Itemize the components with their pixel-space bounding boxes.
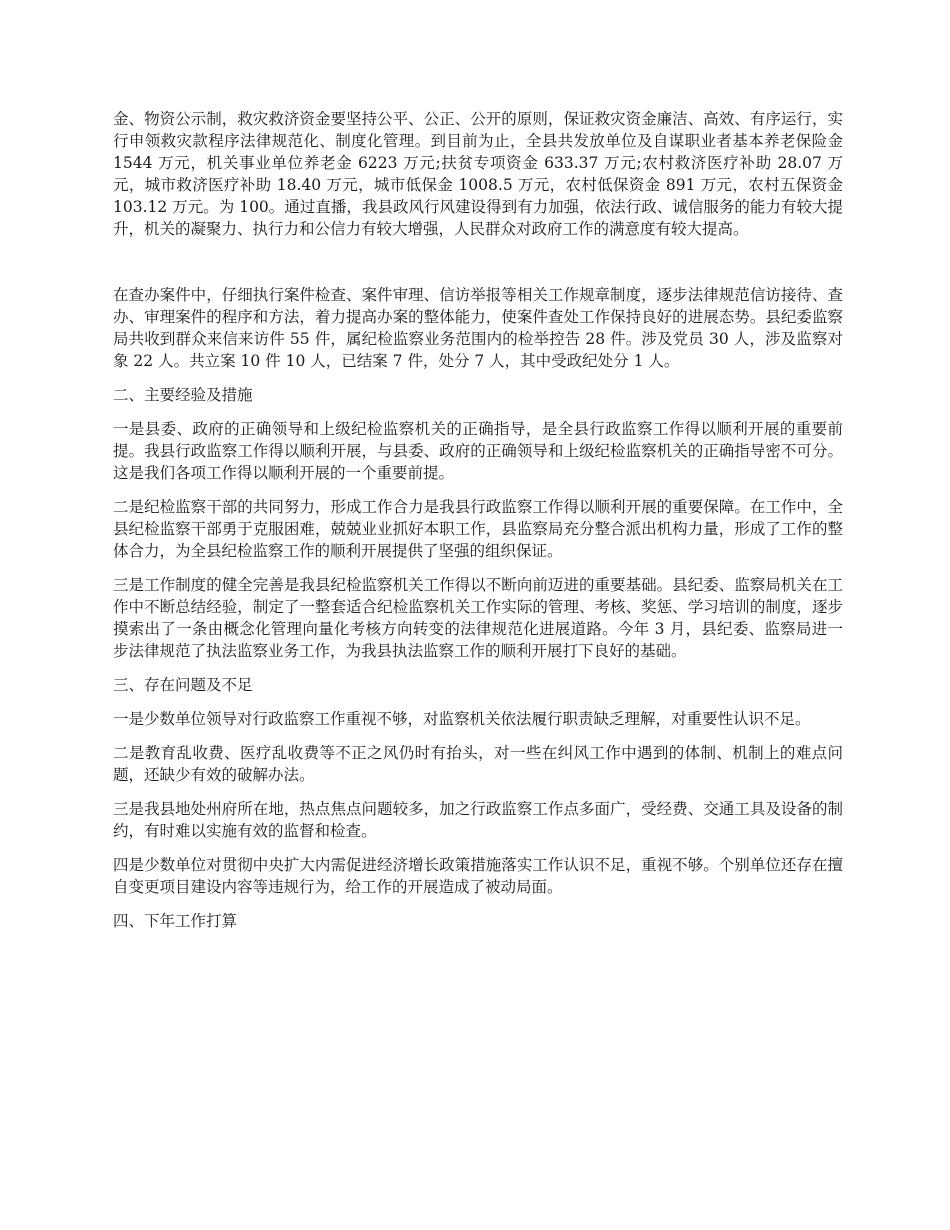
paragraph-problem-4: 四是少数单位对贯彻中央扩大内需促进经济增长政策措施落实工作认识不足，重视不够。个别单位还存在擅自变更项目建设内容等违规行为，给工作的开展造成了被动局面。 bbox=[113, 856, 843, 896]
paragraph-experience-2: 二是纪检监察干部的共同努力，形成工作合力是我县行政监察工作得以顺利开展的重要保障。在工作中，全县纪检监察干部勇于克服困难，兢兢业业抓好本职工作，县监察局充分整合派出机构力量，形成了工作的整体合力，为全县纪检监察工作的顺利开展提供了坚强的组织保证。 bbox=[113, 498, 843, 560]
paragraph-problem-1: 一是少数单位领导对行政监察工作重视不够，对监察机关依法履行职责缺乏理解，对重要性认识不足。 bbox=[113, 710, 811, 728]
paragraph-case-handling: 在查办案件中，仔细执行案件检查、案件审理、信访举报等相关工作规章制度，逐步法律规范信访接待、查办、审理案件的程序和方法，着力提高办案的整体能力，使案件查处工作保持良好的进展态势。县纪委监察局共收到群众来信来访件 55 件，属纪检监察业务范围内的检举控告 28 件。涉及党员 30 人，涉及监察对象 22 人。共立案 10 件 10 人，已结案 7 件，处分 7 人，其中受政纪处分 1 人。 bbox=[113, 286, 843, 370]
section-heading-experience: 二、主要经验及措施 bbox=[113, 386, 253, 404]
paragraph-problem-3: 三是我县地处州府所在地，热点焦点问题较多，加之行政监察工作点多面广，受经费、交通工具及设备的制约，有时难以实施有效的监督和检查。 bbox=[113, 800, 843, 840]
section-heading-problems: 三、存在问题及不足 bbox=[113, 676, 253, 694]
paragraph-relief-funds: 金、物资公示制，救灾救济资金要坚持公平、公正、公开的原则，保证救灾资金廉洁、高效、有序运行，实行申领救灾款程序法律规范化、制度化管理。到目前为止，全县共发放单位及自谋职业者基本养老保险金 1544 万元，机关事业单位养老金 6223 万元;扶贫专项资金 633.37 万元;农村救济医疗补助 28.07 万元，城市救济医疗补助 18.40 万元，城市低保金 1008.5 万元，农村低保资金 891 万元，农村五保资金 103.12 万元。为 100。通过直播，我县政风行风建设得到有力加强，依法行政、诚信服务的能力有较大提升，机关的凝聚力、执行力和公信力有较大增强，人民群众对政府工作的满意度有较大提高。 bbox=[113, 110, 843, 238]
section-heading-next-year: 四、下年工作打算 bbox=[113, 912, 238, 930]
paragraph-problem-2: 二是教育乱收费、医疗乱收费等不正之风仍时有抬头，对一些在纠风工作中遇到的体制、机制上的难点问题，还缺少有效的破解办法。 bbox=[113, 744, 843, 784]
paragraph-experience-1: 一是县委、政府的正确领导和上级纪检监察机关的正确指导，是全县行政监察工作得以顺利开展的重要前提。我县行政监察工作得以顺利开展，与县委、政府的正确领导和上级纪检监察机关的正确指导密不可分。这是我们各项工作得以顺利开展的一个重要前提。 bbox=[113, 420, 843, 482]
paragraph-experience-3: 三是工作制度的健全完善是我县纪检监察机关工作得以不断向前迈进的重要基础。县纪委、监察局机关在工作中不断总结经验，制定了一整套适合纪检监察机关工作实际的管理、考核、奖惩、学习培训的制度，逐步摸索出了一条由概念化管理向量化考核方向转变的法律规范化进展道路。今年 3 月，县纪委、监察局进一步法律规范了执法监察业务工作，为我县执法监察工作的顺利开展打下良好的基础。 bbox=[113, 576, 843, 660]
document-body bbox=[113, 108, 843, 944]
